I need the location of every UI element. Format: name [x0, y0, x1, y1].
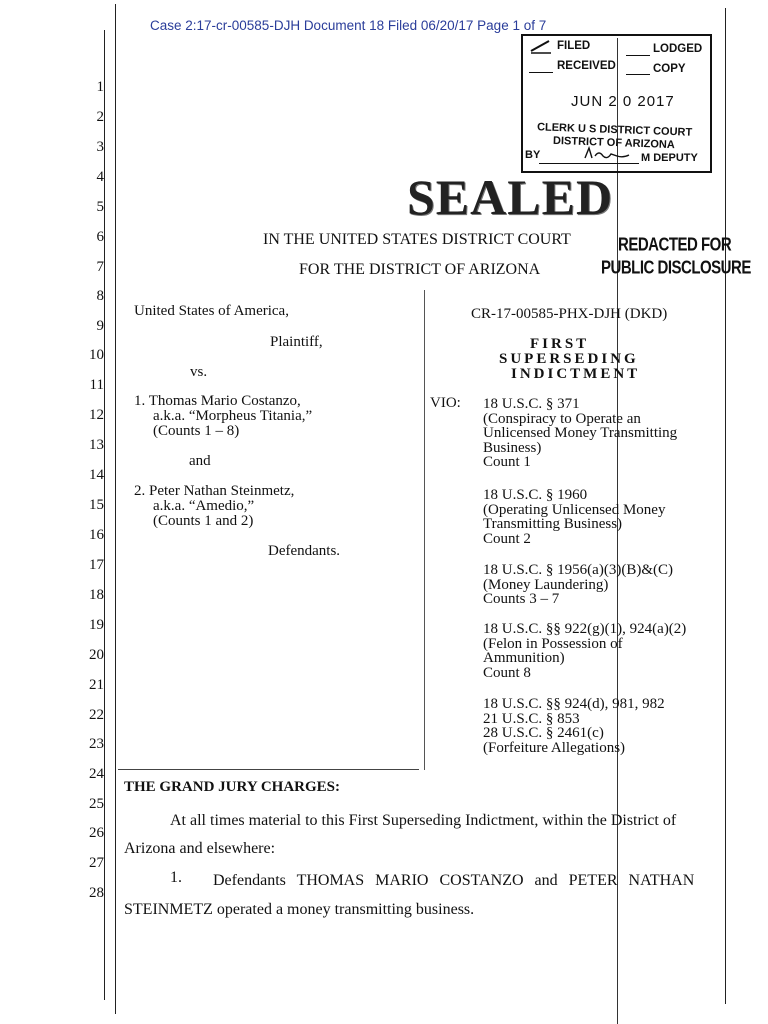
line-number: 1	[96, 79, 104, 95]
line-number: 12	[89, 407, 104, 423]
redacted-stamp-line2: PUBLIC DISCLOSURE	[601, 257, 751, 279]
defendant-1-aka: a.k.a. “Morpheus Titania,”	[153, 408, 313, 424]
stamp-lodged: LODGED	[653, 43, 703, 55]
line-number: 7	[96, 259, 104, 275]
violation-count: Counts 3 – 7	[483, 591, 560, 607]
line-number: 23	[89, 736, 104, 752]
filing-stamp	[521, 34, 712, 173]
right-margin-line	[725, 8, 726, 1004]
caption-divider	[424, 290, 425, 770]
defendant-2-counts: (Counts 1 and 2)	[153, 513, 254, 529]
line-number: 26	[89, 825, 104, 841]
violation-desc: 28 U.S.C. § 2461(c)	[483, 725, 604, 741]
violation-desc: (Money Laundering)	[483, 576, 609, 593]
stamp-filed: FILED	[557, 40, 591, 52]
signature-icon	[583, 144, 643, 164]
paragraph-1-line2: Arizona and elsewhere:	[124, 840, 276, 857]
violation-desc: (Forfeiture Allegations)	[483, 739, 626, 756]
violation-3	[483, 563, 673, 607]
line-number: 9	[96, 318, 104, 334]
paragraph-1-line1: At all times material to this First Superseding Indictment, within the District of	[170, 812, 677, 829]
stamp-clerk-line2: DISTRICT OF ARIZONA	[552, 134, 675, 152]
line-number: 6	[96, 229, 104, 245]
plaintiff-label: Plaintiff,	[270, 334, 323, 350]
stamp-date: JUN 2 0 2017	[571, 93, 675, 110]
line-number: 16	[89, 527, 104, 543]
violation-2	[483, 488, 665, 546]
line-number: 11	[89, 377, 104, 393]
paragraph-2-number: 1.	[170, 869, 182, 886]
sealed-stamp: SEALED	[407, 169, 614, 225]
defendant-2-name: 2. Peter Nathan Steinmetz,	[134, 483, 295, 499]
check-mark-icon	[529, 39, 553, 55]
line-number: 19	[89, 617, 104, 633]
line-number: 4	[96, 169, 104, 185]
caption-indictment: INDICTMENT	[511, 366, 641, 382]
line-number: 21	[89, 677, 104, 693]
stamp-by: BY	[525, 149, 541, 161]
court-title-line1: IN THE UNITED STATES DISTRICT COURT	[263, 231, 571, 248]
case-header-stamp: Case 2:17-cr-00585-DJH Document 18 Filed 06/20/17 Page 1 of 7	[150, 18, 547, 33]
line-number: 15	[89, 497, 104, 513]
left-margin-line-outer	[115, 4, 116, 1014]
violation-desc: (Conspiracy to Operate an	[483, 410, 641, 427]
line-number: 25	[89, 796, 104, 812]
violation-desc: Business)	[483, 439, 542, 456]
plaintiff-name: United States of America,	[134, 303, 289, 319]
violation-statute: 18 U.S.C. § 1956(a)(3)(B)&(C)	[483, 562, 673, 578]
line-number: 28	[89, 885, 104, 901]
violation-desc: Unlicensed Money Transmitting	[483, 425, 678, 441]
violation-5	[483, 697, 665, 755]
violation-4	[483, 622, 686, 680]
paragraph-2-line1: Defendants THOMAS MARIO COSTANZO and PETER NATHAN	[213, 872, 695, 889]
stamp-deputy: M DEPUTY	[641, 152, 698, 164]
violation-1	[483, 397, 677, 470]
violation-desc: (Felon in Possession of	[483, 635, 623, 652]
vio-label: VIO:	[430, 395, 461, 411]
violation-count: Count 2	[483, 530, 531, 547]
caption-superseding: SUPERSEDING	[499, 351, 639, 367]
violation-statute: 18 U.S.C. §§ 922(g)(1), 924(a)(2)	[483, 621, 687, 637]
line-number: 10	[89, 347, 104, 363]
line-number: 22	[89, 707, 104, 723]
defendant-1-counts: (Counts 1 – 8)	[153, 423, 240, 439]
line-number: 13	[89, 437, 104, 453]
violation-desc: Ammunition)	[483, 650, 565, 666]
violation-count: Count 8	[483, 664, 531, 681]
violation-statute: 18 U.S.C. § 1960	[483, 487, 588, 503]
line-number: 18	[89, 587, 104, 603]
line-number: 24	[89, 766, 104, 782]
violation-count: Count 1	[483, 454, 531, 470]
violation-desc: 21 U.S.C. § 853	[483, 710, 580, 727]
violation-desc: Transmitting Business)	[483, 516, 623, 532]
defendant-2-aka: a.k.a. “Amedio,”	[153, 498, 255, 514]
defendants-label: Defendants.	[268, 543, 341, 559]
versus-label: vs.	[190, 364, 208, 380]
line-number: 2	[96, 109, 104, 125]
stamp-copy: COPY	[653, 63, 686, 75]
paragraph-2-line2: STEINMETZ operated a money transmitting business.	[124, 901, 475, 918]
line-number: 5	[96, 199, 104, 215]
caption-first: FIRST	[530, 336, 590, 352]
line-number: 14	[89, 467, 104, 483]
line-number: 17	[89, 557, 104, 573]
line-number: 8	[96, 288, 104, 304]
left-margin-line	[104, 30, 105, 1000]
grand-jury-heading: THE GRAND JURY CHARGES:	[124, 779, 341, 795]
redacted-stamp-line1: REDACTED FOR	[618, 234, 732, 256]
violation-statute: 18 U.S.C. § 371	[483, 396, 580, 412]
and-label: and	[189, 453, 211, 469]
line-number: 27	[89, 855, 104, 871]
line-number: 20	[89, 647, 104, 663]
stamp-clerk-line1: CLERK U S DISTRICT COURT	[536, 121, 693, 139]
violation-statute: 18 U.S.C. §§ 924(d), 981, 982	[483, 696, 665, 712]
case-number: CR-17-00585-PHX-DJH (DKD)	[471, 306, 668, 322]
caption-bottom-line	[118, 769, 419, 770]
stamp-received: RECEIVED	[557, 60, 616, 72]
line-number: 3	[96, 139, 104, 155]
violation-desc: (Operating Unlicensed Money	[483, 501, 666, 518]
court-title-line2: FOR THE DISTRICT OF ARIZONA	[299, 261, 541, 278]
defendant-1-name: 1. Thomas Mario Costanzo,	[134, 393, 301, 409]
